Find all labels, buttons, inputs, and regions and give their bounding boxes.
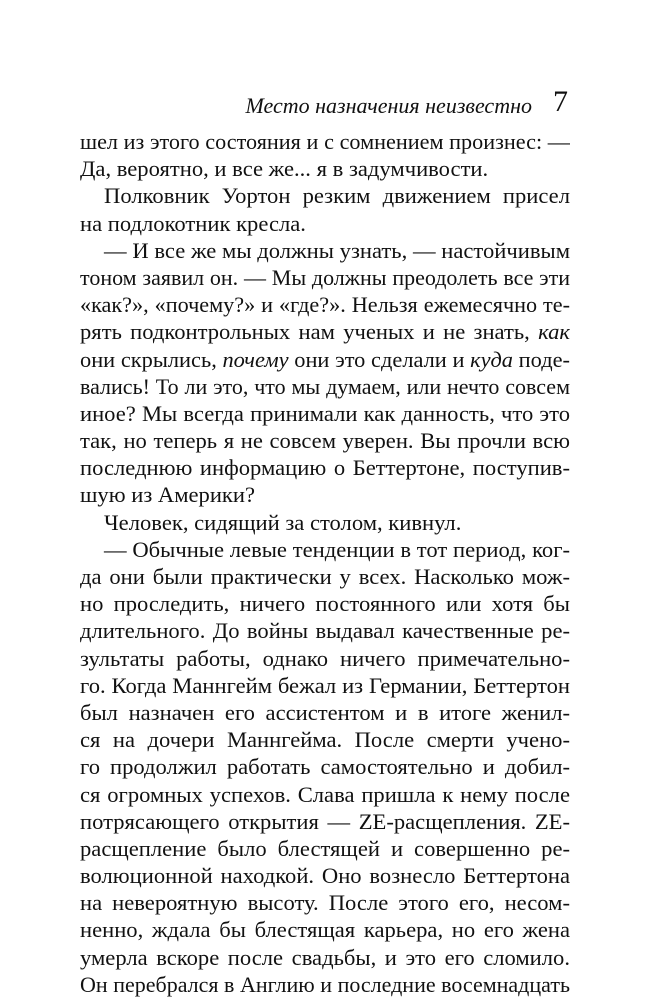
text-segment: — Обычные левые тенденции в тот период, ког- [104,536,570,562]
text-segment: го. Когда Маннгейм бежал из Германии, Беттертон [80,672,570,698]
text-line [80,971,570,998]
text-line [80,590,570,617]
text-line [80,264,570,291]
text-segment: но проследить, ничего постоянного или хотя бы [80,591,570,617]
text-line [80,726,570,753]
text-line [80,862,570,889]
text-segment: ся огромных успехов. Слава пришла к нему после [80,781,570,807]
text-segment: шел из этого состояния и с сомнением произнес: — [80,129,570,154]
text-line [80,781,570,808]
running-head [80,86,570,126]
body-text [80,128,570,998]
text-segment: иное? Мы всегда принимали как данность, что это [80,400,570,426]
running-title: Место назначения неизвестно [245,93,532,118]
text-segment: вались! То ли это, что мы думаем, или нечто совсем [80,373,570,399]
text-segment: так, но теперь я не совсем уверен. Вы прочли всю [80,428,570,454]
emphasized-text: как [538,319,570,345]
text-line [80,210,570,237]
text-line [80,237,570,264]
text-segment: умерла вскоре после свадьбы, и это его сломило. [80,944,570,970]
text-segment: потрясающего открытия — ZE-расщепления. ZE- [80,808,570,834]
page-number: 7 [553,85,568,118]
text-segment: они это сделали и [288,346,471,372]
text-segment: на подлокотник кресла. [80,210,306,236]
text-line [80,373,570,400]
text-segment: тоном заявил он. — Мы должны преодолеть все эти [80,264,570,290]
text-line [80,481,570,508]
text-line [80,155,570,182]
text-line [80,454,570,481]
text-line [80,182,570,209]
text-line [80,916,570,943]
text-segment: Человек, сидящий за столом, кивнул. [104,509,462,535]
text-line [80,509,570,536]
text-line [80,128,570,155]
text-line [80,536,570,563]
text-segment: они скрылись, [80,346,223,372]
text-line [80,400,570,427]
text-segment: волюционной находкой. Оно вознесло Беттертона [80,863,570,889]
text-segment: ся на дочери Маннгейма. После смерти учено- [80,727,570,753]
text-segment: Он перебрался в Англию и последние восемнадцать [80,971,570,997]
text-line [80,889,570,916]
text-line [80,835,570,862]
text-line [80,944,570,971]
text-line [80,318,570,345]
text-line [80,672,570,699]
text-segment: го продолжил работать самостоятельно и добил- [80,754,570,780]
text-line [80,346,570,373]
text-line [80,617,570,644]
text-segment: зультаты работы, однако ничего примечательно- [80,645,570,671]
text-segment: длительного. До войны выдавал качественные ре- [80,618,570,644]
text-segment: Да, вероятно, и все же... я в задумчивости. [80,156,489,182]
text-line [80,563,570,590]
text-segment: — И все же мы должны узнать, — настойчивым [104,237,570,263]
text-segment: ненно, ждала бы блестящая карьера, но его жена [80,917,570,943]
text-segment: последнюю информацию о Беттертоне, поступив- [80,455,570,481]
text-line [80,427,570,454]
emphasized-text: почему [222,346,289,372]
text-segment: рять подконтрольных нам ученых и не знать, [80,319,539,345]
text-line [80,645,570,672]
text-segment: на невероятную высоту. После этого его, несом- [80,890,570,916]
text-segment: шую из Америки? [80,482,256,508]
text-segment: расщепление было блестящей и совершенно ре- [80,835,570,861]
text-line [80,808,570,835]
text-segment: да они были практически у всех. Насколько мож- [80,564,570,589]
text-segment: был назначен его ассистентом и в итоге женил- [80,699,570,725]
text-line [80,699,570,726]
text-line [80,291,570,318]
text-line [80,753,570,780]
text-segment: поде- [512,346,570,372]
text-segment: «как?», «почему?» и «где?». Нельзя ежемесячно те- [80,292,570,318]
emphasized-text: куда [470,346,513,372]
text-segment: Полковник Уортон резким движением присел [104,183,570,209]
